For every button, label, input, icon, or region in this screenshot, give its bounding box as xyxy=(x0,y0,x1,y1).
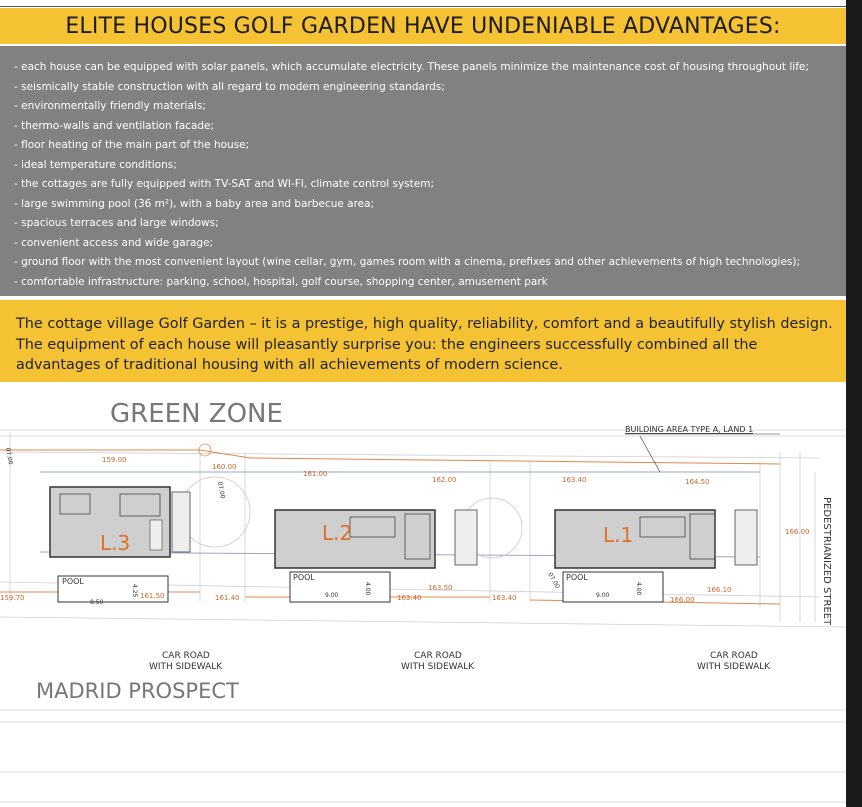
car-road-label: WITH SIDEWALK xyxy=(697,662,771,672)
pool-depth: 4.00 xyxy=(364,582,371,596)
elevation-label: 162.00 xyxy=(432,476,457,484)
car-road-label: WITH SIDEWALK xyxy=(401,662,475,672)
list-item: - comfortable infrastructure: parking, school, hospital, golf course, shopping center, amusement park xyxy=(14,275,548,288)
pool-label: POOL xyxy=(566,573,588,582)
elevation-label: 164.50 xyxy=(685,478,710,486)
list-item: - floor heating of the main part of the house; xyxy=(14,139,250,151)
list-item: - ideal temperature conditions; xyxy=(14,158,177,171)
advantages-list xyxy=(0,46,846,292)
side-mark: 07.00 xyxy=(546,571,561,590)
page-title: ELITE HOUSES GOLF GARDEN HAVE UNDENIABLE ADVANTAGES: xyxy=(65,13,781,39)
elevation-label: 160.00 xyxy=(212,463,237,471)
elevation-label: 161.50 xyxy=(140,592,165,600)
pool-label: POOL xyxy=(293,573,315,582)
title-banner xyxy=(0,8,846,44)
list-item: - ground floor with the most convenient layout (wine cellar, gym, games room with a cinema, prefixes and other achievements of high technologies); xyxy=(14,256,801,268)
description-text: The cottage village Golf Garden – it is a prestige, high quality, reliability, comfort and a beautifully stylish design. The equipment of each house will pleasantly surprise you: the engineers successfully combined all the advantages of traditional housing with all achievements of modern science. xyxy=(16,316,833,373)
site-plan-drawing xyxy=(0,392,846,807)
elevation-label: 166.00 xyxy=(785,528,810,536)
car-road-label: WITH SIDEWALK xyxy=(149,662,223,672)
car-road-label: CAR ROAD xyxy=(710,651,758,661)
building-area-leader xyxy=(640,436,660,472)
list-item: - spacious terraces and large windows; xyxy=(14,217,219,229)
plan-grid xyxy=(0,430,846,802)
list-item: - convenient access and wide garage; xyxy=(14,236,214,249)
description-panel xyxy=(0,300,846,382)
house-l1 xyxy=(555,510,757,568)
pool-depth: 4.00 xyxy=(635,582,642,596)
elevation-label: 163.40 xyxy=(492,594,517,602)
side-mark: 07.00 xyxy=(4,447,14,466)
building-area-label: BUILDING AREA TYPE A, LAND 1 xyxy=(625,425,754,434)
advantages-panel xyxy=(0,46,846,296)
list-item: - large swimming pool (36 m²), with a baby area and barbecue area; xyxy=(14,197,375,210)
elevation-label: 163.50 xyxy=(428,584,453,592)
car-road-label: CAR ROAD xyxy=(162,651,210,661)
house-l2 xyxy=(275,510,477,568)
pool-depth: 4.25 xyxy=(131,584,138,598)
elevation-label: 166.00 xyxy=(670,596,695,604)
pool-width: 8.50 xyxy=(90,599,104,606)
list-item: - the cottages are fully equipped with TV-SAT and WI-FI, climate control system; xyxy=(14,178,434,190)
elevation-label: 166.10 xyxy=(707,586,732,594)
elevation-label: 159.00 xyxy=(102,456,127,464)
house-label: L.2 xyxy=(322,521,353,545)
green-zone-label: GREEN ZONE xyxy=(110,399,283,429)
list-item: - seismically stable construction with all regard to modern engineering standards; xyxy=(14,80,445,93)
madrid-prospect-label: MADRID PROSPECT xyxy=(36,679,239,703)
elevation-label: 161.00 xyxy=(303,470,328,478)
elevation-label: 163.40 xyxy=(397,594,422,602)
house-label: L.3 xyxy=(100,531,131,555)
site-plan xyxy=(0,392,846,807)
pool-width: 9.00 xyxy=(596,592,610,599)
list-item: - thermo-walls and ventilation facade; xyxy=(14,119,215,132)
top-rule xyxy=(0,0,846,7)
car-road-label: CAR ROAD xyxy=(414,651,462,661)
list-item: - environmentally friendly materials; xyxy=(14,100,206,112)
pedestrian-street-label: PEDESTRIANIZED STREET xyxy=(821,497,832,626)
right-edge xyxy=(846,0,862,807)
side-mark: 07.00 xyxy=(216,481,226,500)
pool-label: POOL xyxy=(62,577,84,586)
elevation-label: 159.70 xyxy=(0,594,25,602)
house-label: L.1 xyxy=(603,523,634,547)
elevation-label: 161.40 xyxy=(215,594,240,602)
pool-width: 9.00 xyxy=(325,592,339,599)
list-item: - each house can be equipped with solar panels, which accumulate electricity. These panels minimize the maintenance cost of housing throughout life; xyxy=(14,61,809,73)
elevation-label: 163.40 xyxy=(562,476,587,484)
